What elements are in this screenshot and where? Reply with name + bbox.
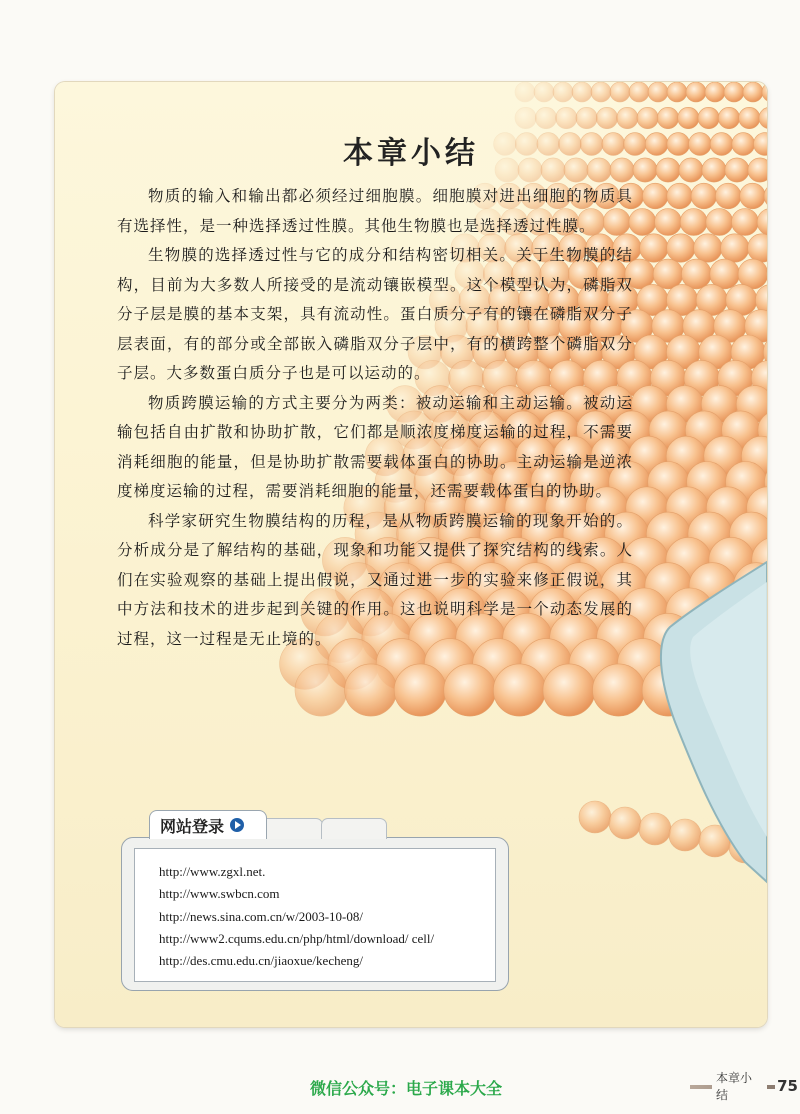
lipid-bead — [609, 807, 641, 839]
page-number: 75 — [777, 1077, 798, 1095]
lipid-bead — [572, 82, 592, 102]
lipid-bead — [759, 107, 767, 128]
chapter-summary-title: 本章小结 — [343, 136, 479, 171]
lipid-bead — [394, 664, 446, 716]
website-link-list — [135, 849, 495, 972]
lipid-bead — [680, 209, 707, 236]
lipid-bead — [637, 107, 658, 128]
website-box-frame — [121, 837, 509, 991]
lipid-bead — [706, 209, 733, 236]
lipid-bead — [748, 234, 767, 262]
lipid-bead — [543, 664, 595, 716]
lipid-bead — [610, 82, 630, 102]
website-tab[interactable] — [149, 810, 267, 839]
lipid-bead — [648, 82, 668, 102]
lipid-bead — [629, 82, 649, 102]
lipid-bead — [553, 82, 573, 102]
lipid-bead — [534, 82, 554, 102]
lipid-bead — [766, 259, 767, 289]
lipid-bead — [724, 82, 744, 102]
lipid-bead — [596, 107, 617, 128]
lipid-bead — [691, 183, 717, 209]
lipid-bead — [515, 82, 535, 102]
lipid-bead — [617, 107, 638, 128]
lipid-bead — [740, 183, 766, 209]
lipid-bead — [667, 82, 687, 102]
website-link[interactable]: http://www.swbcn.com — [159, 886, 280, 902]
lipid-bead — [535, 107, 556, 128]
lipid-bead — [576, 107, 597, 128]
lipid-bead — [593, 664, 645, 716]
lipid-bead — [444, 664, 496, 716]
website-tab-label: 网站登录 — [160, 816, 225, 836]
website-tab-blank[interactable] — [321, 818, 387, 839]
website-login-box — [121, 804, 509, 992]
summary-paragraph: 物质的输入和输出都必须经过细胞膜。细胞膜对进出细胞的物质具有选择性，是一种选择透过性膜。其他生物膜也是选择透过性膜。 — [117, 187, 633, 235]
lipid-bead — [579, 801, 611, 833]
summary-paragraph: 物质跨膜运输的方式主要分为两类：被动运输和主动运输。被动运输包括自由扩散和协助扩散，它们都是顺浓度梯度运输的过程，不需要消耗细胞的能量，但是协助扩散需要载体蛋白的协助。主动运输是逆浓度梯度运输的过程，需要消耗细胞的能量，还需要载体蛋白的协助。 — [117, 393, 633, 500]
page-footer — [690, 1071, 800, 1102]
lipid-bead — [686, 82, 706, 102]
lipid-bead — [764, 183, 767, 209]
lipid-bead — [681, 259, 711, 289]
lipid-bead — [732, 209, 759, 236]
lipid-bead — [698, 107, 719, 128]
website-link[interactable]: http://des.cmu.edu.cn/jiaoxue/kecheng/ — [159, 953, 363, 969]
lipid-bead — [705, 82, 725, 102]
lipid-bead — [739, 107, 760, 128]
lipid-bead — [493, 664, 545, 716]
lipid-bead — [556, 107, 577, 128]
lipid-bead — [639, 813, 671, 845]
wechat-watermark: 微信公众号：电子课本大全 — [310, 1079, 503, 1098]
website-link[interactable]: http://news.sina.com.cn/w/2003-10-08/ — [159, 908, 364, 924]
arrow-right-icon — [230, 818, 244, 832]
summary-panel — [55, 82, 767, 1027]
lipid-bead — [653, 259, 683, 289]
website-link-list-panel — [134, 848, 496, 982]
summary-paragraph: 生物膜的选择透过性与它的成分和结构密切相关。关于生物膜的结构，目前为大多数人所接受的是流动镶嵌模型。这个模型认为，磷脂双分子层是膜的基本支架，具有流动性。蛋白质分子有的镶在磷脂双分子层表面，有的部分或全部嵌入磷脂双分子层中，有的横跨整个磷脂双分子层。大多数蛋白质分子也是可以运动的。 — [117, 246, 633, 382]
website-link[interactable]: http://www2.cqums.edu.cn/php/html/download/ cell/ — [159, 930, 435, 946]
lipid-bead — [345, 664, 397, 716]
lipid-bead — [762, 82, 767, 102]
lipid-bead — [515, 107, 536, 128]
summary-text — [117, 182, 633, 654]
lipid-bead — [667, 183, 693, 209]
lipid-bead — [757, 209, 767, 236]
footer-section-label: 本章小结 — [712, 1069, 767, 1103]
lipid-bead — [678, 107, 699, 128]
lipid-bead — [295, 664, 347, 716]
lipid-bead — [667, 234, 695, 262]
lipid-bead — [743, 82, 763, 102]
lipid-bead — [669, 819, 701, 851]
lipid-bead — [655, 209, 682, 236]
lipid-bead — [694, 234, 722, 262]
lipid-bead — [591, 82, 611, 102]
lipid-bead — [642, 183, 668, 209]
lipid-bead — [715, 183, 741, 209]
lipid-bead — [718, 107, 739, 128]
lipid-bead — [721, 234, 749, 262]
lipid-bead — [640, 234, 668, 262]
summary-paragraph: 科学家研究生物膜结构的历程，是从物质跨膜运输的现象开始的。分析成分是了解结构的基础，现象和功能又提供了探究结构的线索。人们在实验观察的基础上提出假说，又通过进一步的实验来修正假说，其中方法和技术的进步起到关键的作用。这也说明科学是一个动态发展的过程，这一过程是无止境的。 — [117, 511, 633, 648]
lipid-bead — [657, 107, 678, 128]
website-link[interactable]: http://www.zgxl.net. — [159, 864, 266, 879]
